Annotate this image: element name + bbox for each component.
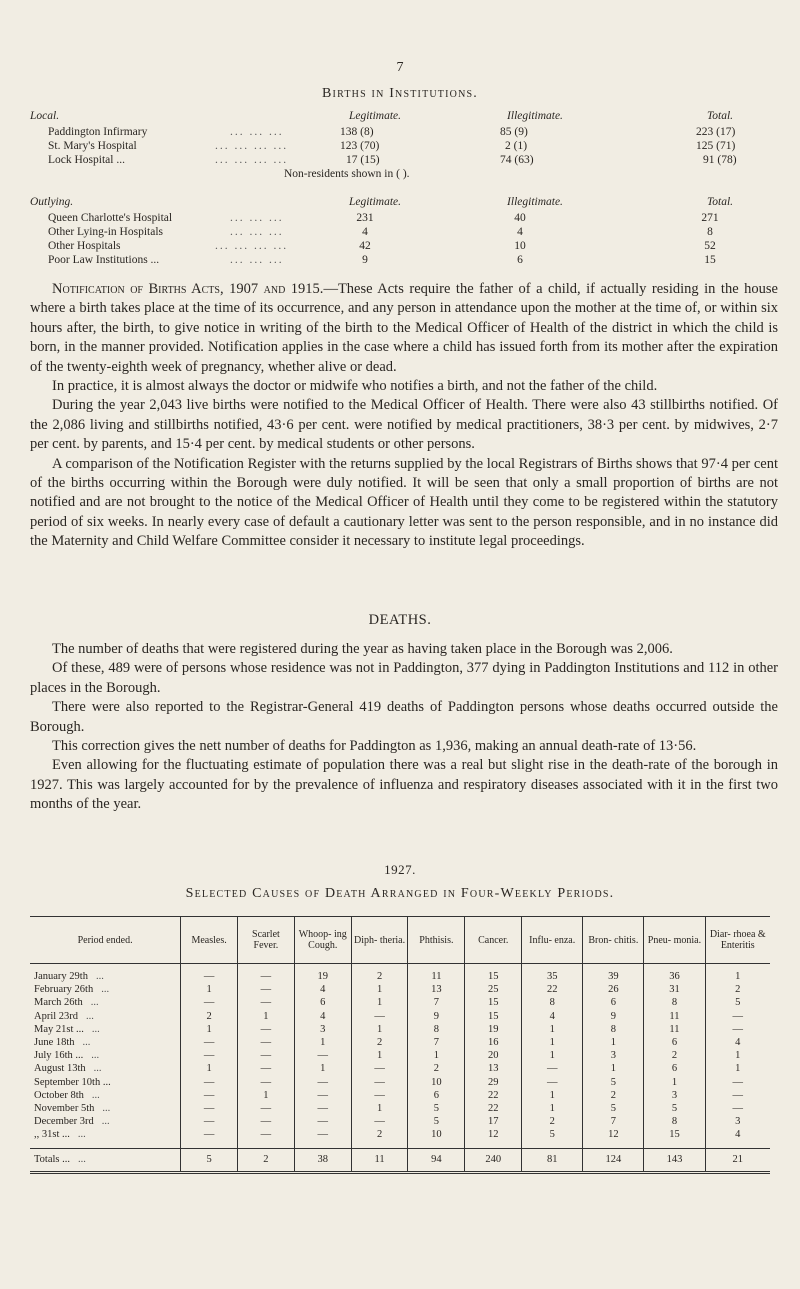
table-cell: 5 bbox=[181, 1148, 238, 1172]
table-cell: — bbox=[351, 1076, 408, 1089]
leader-dots: ... bbox=[91, 1023, 100, 1035]
table-cell: — bbox=[238, 1102, 295, 1115]
outlying-row-illeg: 6 bbox=[517, 254, 523, 266]
table-cell: 4 bbox=[705, 1036, 770, 1049]
table-cell: 9 bbox=[583, 1010, 644, 1023]
notification-section bbox=[30, 280, 778, 552]
table-cell: — bbox=[705, 1076, 770, 1089]
table-cell: 1 bbox=[408, 1049, 465, 1062]
table-cell: 1 bbox=[351, 1023, 408, 1036]
table-cell: 35 bbox=[522, 970, 583, 983]
table-cell: 94 bbox=[408, 1148, 465, 1172]
table-cell: — bbox=[181, 1115, 238, 1128]
period-label: ,, 31st ... bbox=[34, 1129, 70, 1141]
table-cell: 15 bbox=[465, 996, 522, 1009]
table-cell: 1 bbox=[522, 1036, 583, 1049]
table-row bbox=[30, 1036, 770, 1049]
leader-dots: ... bbox=[101, 984, 110, 996]
table-cell: — bbox=[294, 1102, 351, 1115]
leader-dots: ... bbox=[82, 1037, 91, 1049]
table-cell: 22 bbox=[465, 1089, 522, 1102]
local-col-total: Total. bbox=[706, 110, 734, 122]
deaths-paragraph: Of these, 489 were of persons whose residence was not in Paddington, 377 dying in Paddington Institutions and 112 in other places in the Borough. bbox=[30, 660, 778, 696]
table-header-row bbox=[30, 917, 770, 964]
table-cell: 1 bbox=[644, 1076, 705, 1089]
outlying-row-illeg: 4 bbox=[517, 226, 523, 238]
table-cell: 10 bbox=[408, 1128, 465, 1148]
table-cell: — bbox=[238, 983, 295, 996]
leader-dots: ... ... ... ... bbox=[215, 240, 289, 252]
table-cell: 3 bbox=[294, 1023, 351, 1036]
local-row-legit: 138 (8) bbox=[340, 126, 374, 138]
table-cell: 31 bbox=[644, 983, 705, 996]
notification-text: —These Acts require the father of a child, if actually residing in the house where a birth takes place at the time of its occurrence, and any person in attendance upon the mother at the time of, or within six hours after, the birth, to give notice in writing of the birth to the Medical Officer of Health of the district in which the child is born, in the manner provided. Notification applies in the case where a child has issued forth from its mother after the expiration of the twenty-eighth week of pregnancy, whether alive or dead. bbox=[30, 281, 778, 375]
table-cell: 2 bbox=[351, 1036, 408, 1049]
table-cell: 5 bbox=[644, 1102, 705, 1115]
outlying-row-total: 15 bbox=[704, 254, 716, 266]
table-cell: 12 bbox=[583, 1128, 644, 1148]
table-cell: — bbox=[181, 1089, 238, 1102]
table-cell: — bbox=[181, 1049, 238, 1062]
local-row-illeg: 2 (1) bbox=[505, 140, 528, 152]
table-cell: 6 bbox=[408, 1089, 465, 1102]
table-cell: 240 bbox=[465, 1148, 522, 1172]
outlying-row-name: Queen Charlotte's Hospital bbox=[48, 212, 173, 224]
table-cell: 15 bbox=[465, 970, 522, 983]
table-cell: 13 bbox=[408, 983, 465, 996]
table-cell: 20 bbox=[465, 1049, 522, 1062]
period-cell bbox=[30, 1115, 181, 1128]
period-label: February 26th bbox=[34, 984, 94, 996]
table-cell: — bbox=[705, 1089, 770, 1102]
table-cell: 9 bbox=[408, 1010, 465, 1023]
table-cell: — bbox=[181, 996, 238, 1009]
table-cell: 1 bbox=[522, 1023, 583, 1036]
leader-dots: ... ... ... ... bbox=[215, 154, 289, 166]
table-cell: 26 bbox=[583, 983, 644, 996]
deaths-paragraph: Even allowing for the fluctuating estimate of population there was a real but slight rise in the death-rate of the borough in 1927. This was largely accounted for by the prevalence of influenza and respiratory diseases associated with it in the first two months of the year. bbox=[30, 757, 778, 813]
table-cell: 5 bbox=[408, 1115, 465, 1128]
table-cell: 19 bbox=[294, 970, 351, 983]
outlying-row-total: 8 bbox=[707, 226, 713, 238]
table-cell: — bbox=[181, 1102, 238, 1115]
leader-dots: ... bbox=[77, 1129, 86, 1141]
table-row bbox=[30, 1089, 770, 1102]
table-cell: — bbox=[238, 1076, 295, 1089]
period-cell bbox=[30, 1148, 181, 1172]
outlying-row-legit: 9 bbox=[362, 254, 368, 266]
table-cell: 5 bbox=[583, 1076, 644, 1089]
period-cell bbox=[30, 1062, 181, 1075]
table-cell: 11 bbox=[644, 1023, 705, 1036]
period-cell bbox=[30, 996, 181, 1009]
table-cell: 8 bbox=[522, 996, 583, 1009]
table-cell: — bbox=[294, 1089, 351, 1102]
table-row bbox=[30, 1023, 770, 1036]
col-header: Whoop- ing Cough. bbox=[294, 917, 351, 964]
period-label: July 16th ... bbox=[34, 1050, 84, 1062]
table-cell: 2 bbox=[351, 1128, 408, 1148]
leader-dots: ... bbox=[95, 971, 104, 982]
period-label: January 29th bbox=[34, 971, 88, 982]
table-cell: 8 bbox=[408, 1023, 465, 1036]
table-cell: 29 bbox=[465, 1076, 522, 1089]
table-cell: 1 bbox=[351, 983, 408, 996]
leader-dots: ... bbox=[86, 1010, 94, 1022]
outlying-row-name: Other Hospitals bbox=[48, 240, 121, 252]
table-cell: — bbox=[522, 1076, 583, 1089]
leader-dots: ... ... ... bbox=[230, 226, 284, 238]
table-cell: 7 bbox=[583, 1115, 644, 1128]
outlying-row-total: 52 bbox=[704, 240, 716, 252]
deaths-title: DEATHS. bbox=[368, 612, 432, 628]
table-cell: 3 bbox=[583, 1049, 644, 1062]
table-cell: 15 bbox=[644, 1128, 705, 1148]
period-cell bbox=[30, 1049, 181, 1062]
table-cell: 3 bbox=[644, 1089, 705, 1102]
local-row-total: 91 (78) bbox=[703, 154, 737, 166]
table-cell: 13 bbox=[465, 1062, 522, 1075]
table-cell: 1 bbox=[583, 1062, 644, 1075]
table-row bbox=[30, 1010, 770, 1023]
table-cell: 7 bbox=[408, 1036, 465, 1049]
causes-of-death-table bbox=[30, 916, 770, 1174]
table-cell: — bbox=[294, 1076, 351, 1089]
table-cell: 2 bbox=[238, 1148, 295, 1172]
outlying-row-legit: 4 bbox=[362, 226, 368, 238]
table-cell: 16 bbox=[465, 1036, 522, 1049]
table-cell: 8 bbox=[644, 996, 705, 1009]
table-cell: 22 bbox=[522, 983, 583, 996]
col-header: Period ended. bbox=[30, 917, 181, 964]
table-cell: 5 bbox=[522, 1128, 583, 1148]
table-cell: 1 bbox=[294, 1036, 351, 1049]
outlying-row-name: Other Lying-in Hospitals bbox=[48, 226, 163, 238]
table-row bbox=[30, 983, 770, 996]
outlying-row-legit: 231 bbox=[356, 212, 374, 224]
table-cell: 1 bbox=[238, 1010, 295, 1023]
table-cell: 124 bbox=[583, 1148, 644, 1172]
leader-dots: ... ... ... bbox=[230, 254, 284, 266]
period-label: May 21st ... bbox=[34, 1023, 84, 1035]
leader-dots: ... ... ... bbox=[230, 126, 284, 138]
table-cell: 1 bbox=[181, 1062, 238, 1075]
local-heading: Local. bbox=[30, 110, 60, 122]
local-row-name: Lock Hospital ... bbox=[48, 154, 125, 166]
table-cell: 8 bbox=[644, 1115, 705, 1128]
table-row bbox=[30, 996, 770, 1009]
local-col-legit: Legitimate. bbox=[348, 110, 402, 122]
table-cell: — bbox=[351, 1010, 408, 1023]
outlying-row-legit: 42 bbox=[359, 240, 371, 252]
period-cell bbox=[30, 1076, 181, 1089]
col-header: Phthisis. bbox=[408, 917, 465, 964]
table-row bbox=[30, 1102, 770, 1115]
outlying-col-total: Total. bbox=[706, 196, 734, 208]
outlying-col-illeg: Illegitimate. bbox=[507, 196, 563, 208]
period-cell bbox=[30, 1010, 181, 1023]
table-cell: — bbox=[238, 1115, 295, 1128]
local-row-total: 125 (71) bbox=[696, 140, 736, 152]
table-cell: — bbox=[238, 996, 295, 1009]
local-col-illeg: Illegitimate. bbox=[507, 110, 563, 122]
table-cell: — bbox=[705, 1102, 770, 1115]
period-cell bbox=[30, 983, 181, 996]
col-header: Scarlet Fever. bbox=[238, 917, 295, 964]
outlying-col-legit: Legitimate. bbox=[348, 196, 402, 208]
col-header: Bron- chitis. bbox=[583, 917, 644, 964]
table-cell: — bbox=[181, 1128, 238, 1148]
period-cell bbox=[30, 1023, 181, 1036]
period-label: March 26th bbox=[34, 997, 83, 1009]
table-cell: 21 bbox=[705, 1148, 770, 1172]
table-cell: — bbox=[705, 1023, 770, 1036]
table-cell: 1 bbox=[522, 1049, 583, 1062]
outlying-row-illeg: 40 bbox=[514, 212, 526, 224]
col-header: Diph- theria. bbox=[351, 917, 408, 964]
col-header: Pneu- monia. bbox=[644, 917, 705, 964]
table-cell: 11 bbox=[408, 970, 465, 983]
period-cell bbox=[30, 1102, 181, 1115]
table-cell: 8 bbox=[583, 1023, 644, 1036]
table-cell: 1 bbox=[181, 1023, 238, 1036]
notification-paragraph bbox=[30, 280, 778, 377]
table-cell: — bbox=[351, 1115, 408, 1128]
table-cell: 7 bbox=[408, 996, 465, 1009]
table-cell: 5 bbox=[583, 1102, 644, 1115]
deaths-paragraph: The number of deaths that were registered during the year as having taken place in the Borough was 2,006. bbox=[52, 641, 673, 657]
totals-row bbox=[30, 1148, 770, 1172]
table-cell: 11 bbox=[644, 1010, 705, 1023]
table-cell: 1 bbox=[181, 983, 238, 996]
table-cell: 22 bbox=[465, 1102, 522, 1115]
table-cell: 6 bbox=[644, 1036, 705, 1049]
table-cell: 1 bbox=[705, 1062, 770, 1075]
period-label: April 23rd bbox=[34, 1010, 79, 1022]
table-cell: 2 bbox=[705, 983, 770, 996]
outlying-row-illeg: 10 bbox=[514, 240, 526, 252]
table-cell: 1 bbox=[351, 1049, 408, 1062]
leader-dots: ... ... ... ... bbox=[215, 140, 289, 152]
leader-dots: ... bbox=[78, 1154, 86, 1166]
page-number: 7 bbox=[396, 60, 404, 75]
table-cell: 81 bbox=[522, 1148, 583, 1172]
table-cell: 4 bbox=[294, 1010, 351, 1023]
causes-year: 1927. bbox=[384, 862, 416, 877]
col-header: Cancer. bbox=[465, 917, 522, 964]
col-header: Influ- enza. bbox=[522, 917, 583, 964]
table-cell: 11 bbox=[351, 1148, 408, 1172]
leader-dots: ... bbox=[91, 1050, 100, 1062]
table-cell: 25 bbox=[465, 983, 522, 996]
table-cell: 17 bbox=[465, 1115, 522, 1128]
table-cell: 6 bbox=[644, 1062, 705, 1075]
leader-dots: ... bbox=[90, 997, 99, 1009]
table-cell: 2 bbox=[181, 1010, 238, 1023]
deaths-paragraph: This correction gives the nett number of deaths for Paddington as 1,936, making an annual death-rate of 13·56. bbox=[52, 738, 697, 755]
table-cell: 6 bbox=[294, 996, 351, 1009]
notification-paragraph: A comparison of the Notification Register with the returns supplied by the local Registrars of Births shows that 97·4 per cent of the births occurring within the Borough were duly notified. It will be seen that only a small proportion of births are not notified and are not brought to the notice of the Medical Officer of Health until they come to be registered within the statutory period of six weeks. In nearly every case of default a cautionary letter was sent to the person responsible, and in no instance did the Maternity and Child Welfare Committee consider it necessary to institute legal proceedings. bbox=[30, 455, 778, 550]
local-row-name: St. Mary's Hospital bbox=[48, 140, 137, 152]
table-cell: — bbox=[238, 1062, 295, 1075]
table-cell: 1 bbox=[522, 1089, 583, 1102]
table-cell: 2 bbox=[408, 1062, 465, 1075]
table-cell: 1 bbox=[522, 1102, 583, 1115]
col-header: Diar- rhoea & Enteritis bbox=[705, 917, 770, 964]
table-cell: 1 bbox=[705, 1049, 770, 1062]
table-cell: — bbox=[238, 1049, 295, 1062]
period-label: October 8th bbox=[34, 1089, 84, 1101]
table-cell: 19 bbox=[465, 1023, 522, 1036]
table-cell: 1 bbox=[294, 1062, 351, 1075]
table-row bbox=[30, 1062, 770, 1075]
table-cell: 1 bbox=[351, 996, 408, 1009]
table-cell: 12 bbox=[465, 1128, 522, 1148]
table-cell: — bbox=[351, 1089, 408, 1102]
local-row-name: Paddington Infirmary bbox=[48, 126, 148, 138]
table-cell: — bbox=[181, 1036, 238, 1049]
table-cell: 1 bbox=[351, 1102, 408, 1115]
table-cell: 39 bbox=[583, 970, 644, 983]
notification-paragraph: During the year 2,043 live births were notified to the Medical Officer of Health. There were also 43 stillbirths notified. Of the 2,086 living and stillbirths notified, 43·6 per cent. were notified by medical practitioners, 38·3 per cent. by midwives, 2·7 per cent. by parents, and 15·4 per cent. by medical students or other persons. bbox=[30, 397, 778, 453]
outlying-heading: Outlying. bbox=[30, 196, 74, 208]
leader-dots: ... bbox=[93, 1063, 102, 1075]
table-cell: — bbox=[522, 1062, 583, 1075]
table-row bbox=[30, 1115, 770, 1128]
local-row-illeg: 74 (63) bbox=[500, 154, 534, 166]
table-cell: 15 bbox=[465, 1010, 522, 1023]
period-label: August 13th bbox=[34, 1063, 86, 1075]
table-cell: — bbox=[181, 1076, 238, 1089]
table-cell: 5 bbox=[408, 1102, 465, 1115]
outlying-row-name: Poor Law Institutions ... bbox=[48, 254, 160, 266]
table-cell: 2 bbox=[351, 970, 408, 983]
local-row-legit: 123 (70) bbox=[340, 140, 380, 152]
table-row bbox=[30, 1076, 770, 1089]
table-cell: — bbox=[351, 1062, 408, 1075]
period-cell bbox=[30, 970, 181, 983]
table-cell: 4 bbox=[705, 1128, 770, 1148]
table-cell: 38 bbox=[294, 1148, 351, 1172]
deaths-paragraph: There were also reported to the Registrar-General 419 deaths of Paddington persons whose deaths occurred outside the Borough. bbox=[30, 699, 778, 735]
table-cell: — bbox=[294, 1049, 351, 1062]
table-cell: 36 bbox=[644, 970, 705, 983]
table-cell: 3 bbox=[705, 1115, 770, 1128]
table-cell: — bbox=[238, 1023, 295, 1036]
local-row-illeg: 85 (9) bbox=[500, 126, 528, 138]
period-cell bbox=[30, 1089, 181, 1102]
table-cell: 10 bbox=[408, 1076, 465, 1089]
table-cell: 1 bbox=[238, 1089, 295, 1102]
outlying-row-total: 271 bbox=[701, 212, 719, 224]
table-cell: 143 bbox=[644, 1148, 705, 1172]
leader-dots: ... bbox=[102, 1103, 111, 1115]
table-cell: 2 bbox=[644, 1049, 705, 1062]
notification-lead: Notification of Births Acts, 1907 and 1915. bbox=[52, 281, 324, 297]
births-title: Births in Institutions. bbox=[322, 86, 478, 101]
table-cell: — bbox=[294, 1115, 351, 1128]
table-cell: — bbox=[238, 1036, 295, 1049]
col-header: Measles. bbox=[181, 917, 238, 964]
local-row-total: 223 (17) bbox=[696, 126, 736, 138]
table-cell: — bbox=[238, 1128, 295, 1148]
leader-dots: ... bbox=[91, 1089, 100, 1101]
table-cell: 4 bbox=[522, 1010, 583, 1023]
deaths-section bbox=[30, 640, 778, 815]
period-label: June 18th bbox=[34, 1037, 75, 1049]
table-cell: 2 bbox=[583, 1089, 644, 1102]
non-residents-note: Non-residents shown in ( ). bbox=[284, 168, 410, 180]
period-cell bbox=[30, 1128, 181, 1148]
period-label: November 5th bbox=[34, 1103, 95, 1115]
table-cell: 2 bbox=[522, 1115, 583, 1128]
table-row bbox=[30, 970, 770, 983]
notification-paragraph: In practice, it is almost always the doctor or midwife who notifies a birth, and not the father of the child. bbox=[52, 378, 658, 395]
table-cell: 1 bbox=[705, 970, 770, 983]
period-label: Totals ... bbox=[34, 1154, 71, 1166]
table-cell: — bbox=[181, 970, 238, 983]
leader-dots: ... ... ... bbox=[230, 212, 284, 224]
table-row bbox=[30, 1128, 770, 1148]
table-cell: — bbox=[238, 970, 295, 983]
causes-title: Selected Causes of Death Arranged in Four-Weekly Periods. bbox=[185, 886, 615, 901]
table-cell: 4 bbox=[294, 983, 351, 996]
period-label: September 10th ... bbox=[34, 1076, 111, 1088]
table-cell: 6 bbox=[583, 996, 644, 1009]
table-cell: 1 bbox=[583, 1036, 644, 1049]
local-row-legit: 17 (15) bbox=[346, 154, 380, 166]
period-label: December 3rd bbox=[34, 1116, 94, 1128]
leader-dots: ... bbox=[101, 1116, 110, 1128]
table-cell: — bbox=[294, 1128, 351, 1148]
table-row bbox=[30, 1049, 770, 1062]
period-cell bbox=[30, 1036, 181, 1049]
table-cell: 5 bbox=[705, 996, 770, 1009]
table-cell: — bbox=[705, 1010, 770, 1023]
